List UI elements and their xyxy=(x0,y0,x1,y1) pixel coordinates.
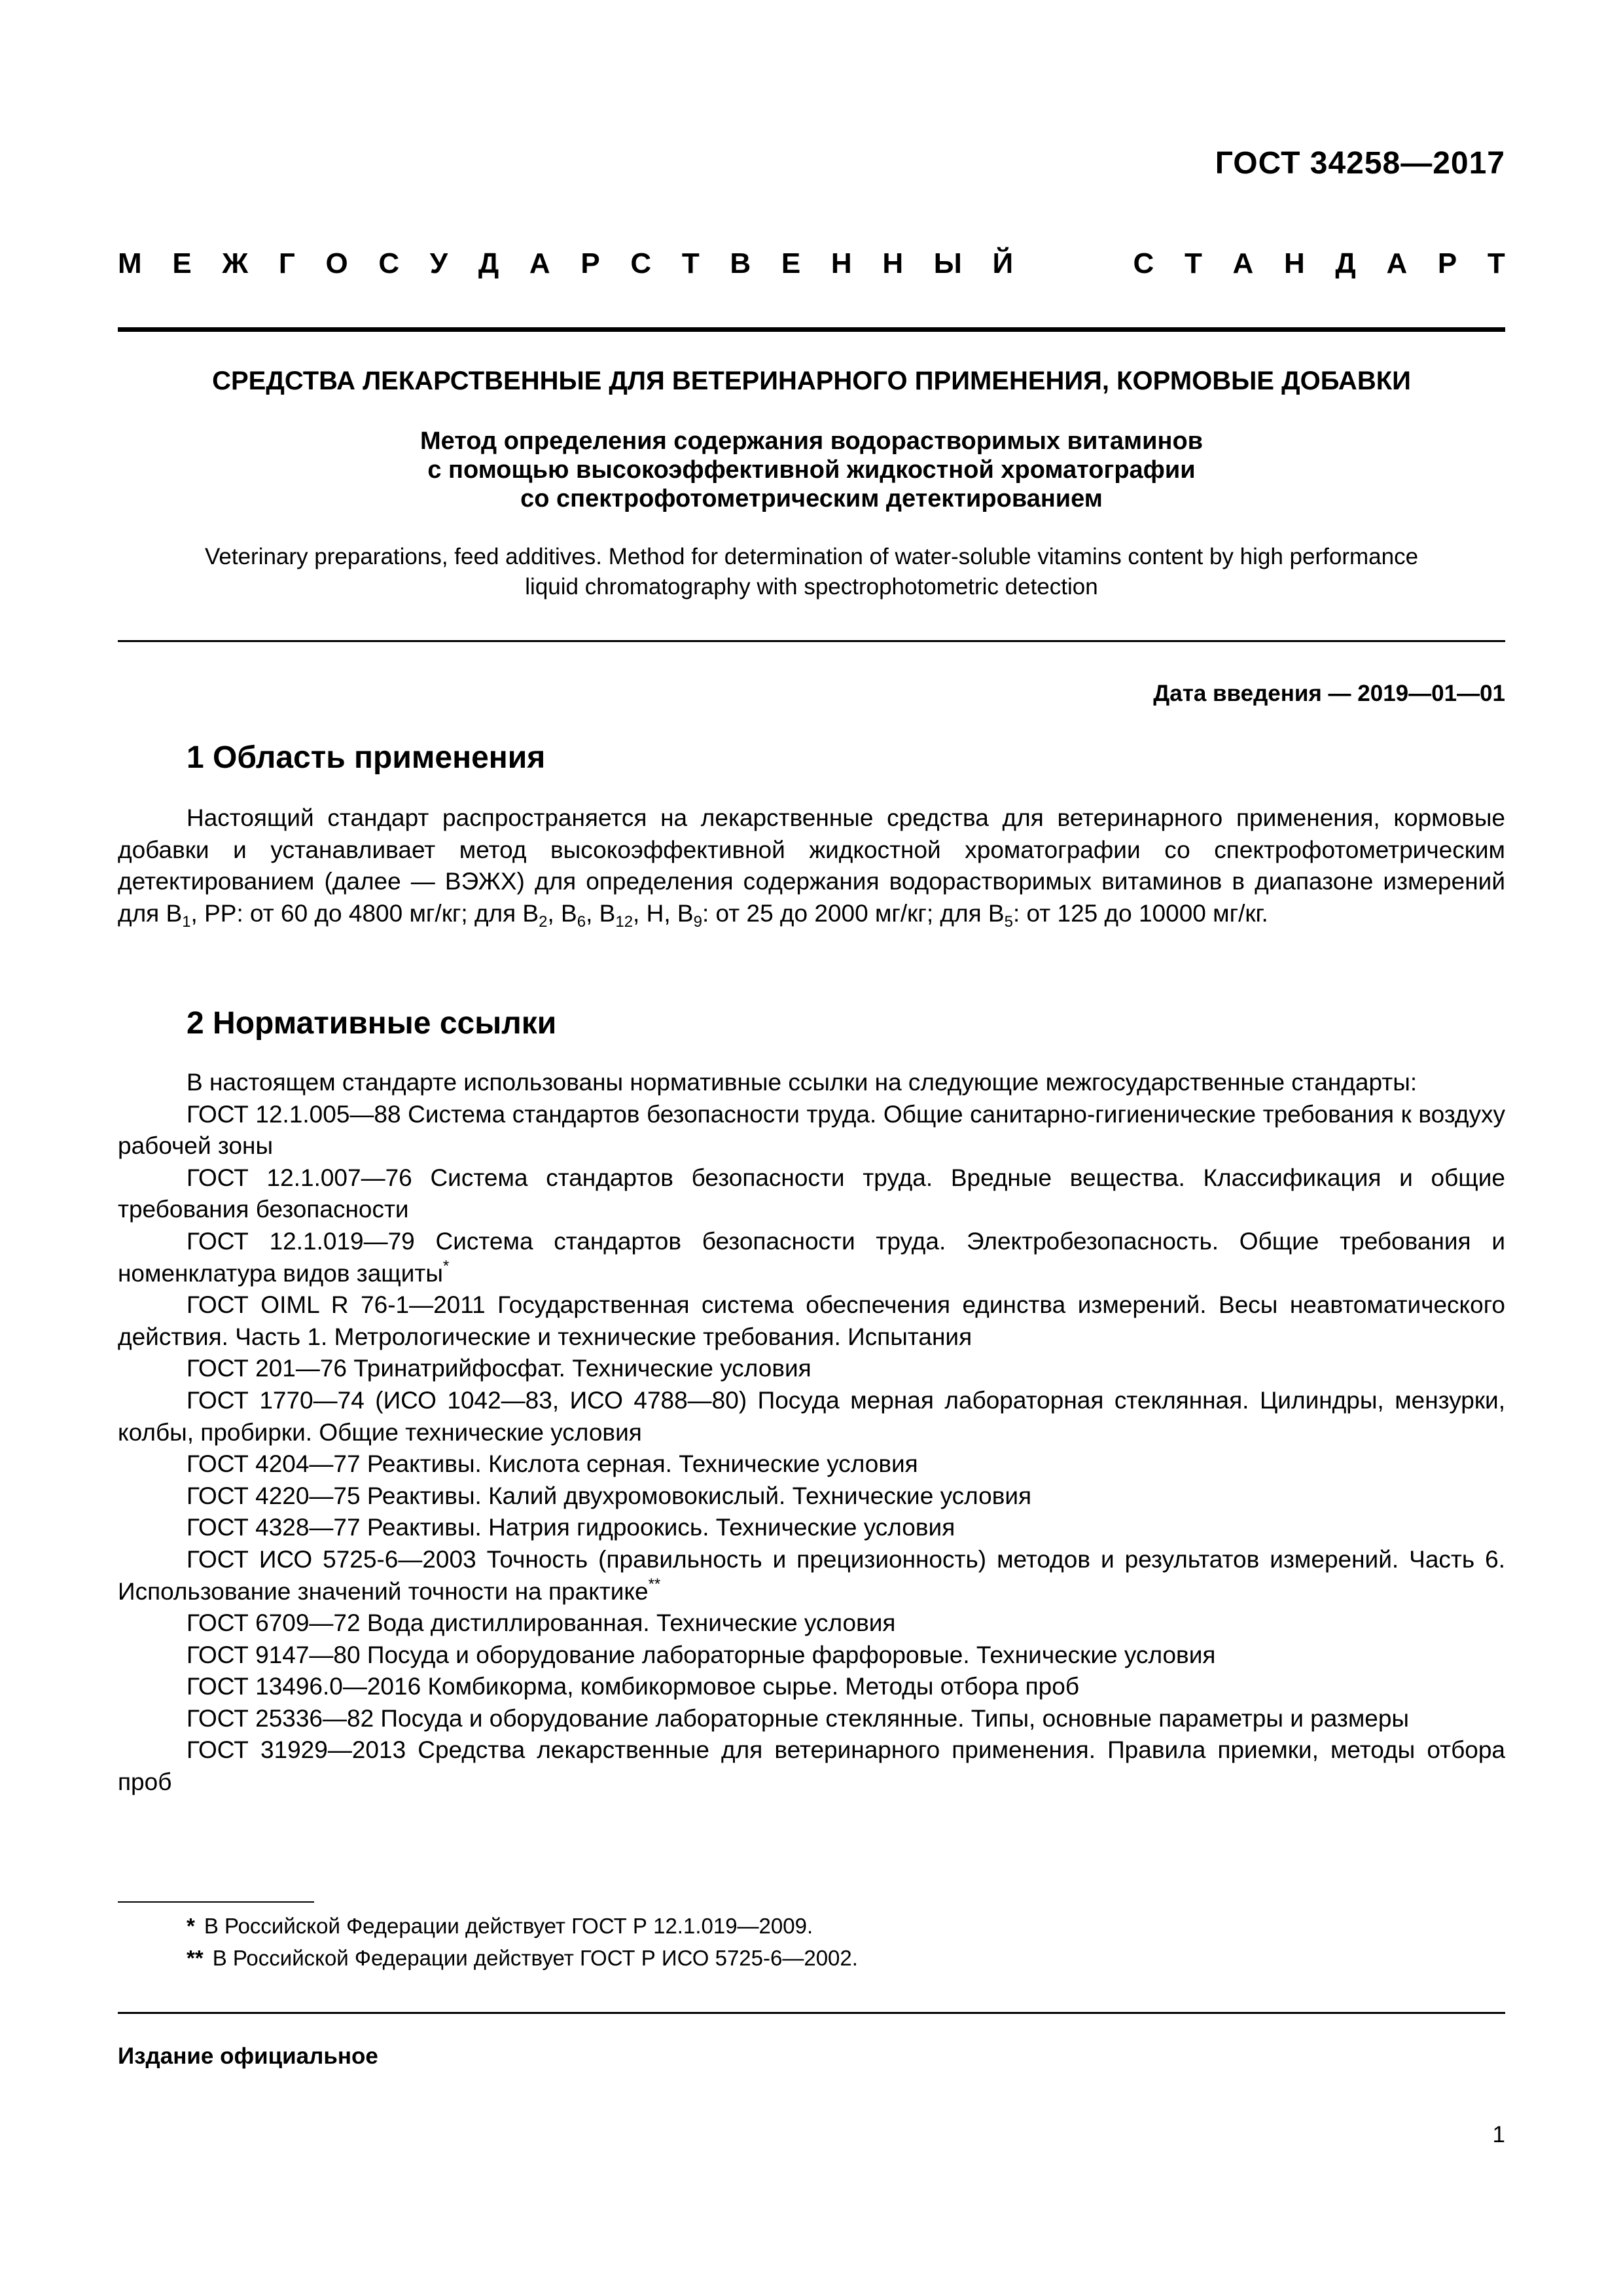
standard-type-letter: С xyxy=(630,247,652,279)
references-intro: В настоящем стандарте использованы нормативные ссылки на следующие межгосударственные стандарты: xyxy=(187,1069,1418,1096)
title-divider xyxy=(118,640,1505,642)
footnote-text: В Российской Федерации действует ГОСТ Р ИСО 5725-6—2002. xyxy=(212,1946,858,1970)
document-number: ГОСТ 34258—2017 xyxy=(1215,146,1505,181)
english-title-line: Veterinary preparations, feed additives. Method for determination of water-soluble vitamins content by high performance xyxy=(204,544,1419,569)
scope-text: , B xyxy=(586,899,616,927)
subscript: 6 xyxy=(577,912,586,931)
standard-type-letter: Д xyxy=(478,247,499,279)
page-number: 1 xyxy=(1492,2122,1505,2147)
subtitle-line: с помощью высокоэффективной жидкостной хроматографии xyxy=(427,456,1196,484)
footnote xyxy=(187,1910,1505,1942)
header-divider xyxy=(118,327,1505,332)
reference-item: ГОСТ 13496.0—2016 Комбикорма, комбикормовое сырье. Методы отбора проб xyxy=(187,1673,1080,1700)
standard-type-letter: А xyxy=(529,247,550,279)
standard-type-letter: Р xyxy=(1437,247,1457,279)
reference-item: ГОСТ 31929—2013 Средства лекарственные для ветеринарного применения. Правила приемки, методы отбора проб xyxy=(118,1736,1505,1796)
footnote-mark: * xyxy=(187,1914,195,1938)
section-1-heading: 1 Область применения xyxy=(187,740,546,775)
scope-text: , B xyxy=(547,899,577,927)
reference-item: ГОСТ 9147—80 Посуда и оборудование лабораторные фарфоровые. Технические условия xyxy=(187,1641,1216,1668)
standard-type-letter: Ы xyxy=(933,247,962,279)
scope-text: : от 25 до 2000 мг/кг; для B xyxy=(702,899,1005,927)
document-subtitle xyxy=(118,427,1505,513)
reference-item: ГОСТ 25336—82 Посуда и оборудование лабораторные стеклянные. Типы, основные параметры и размеры xyxy=(187,1704,1410,1732)
english-title xyxy=(118,542,1505,602)
subtitle-line: Метод определения содержания водорастворимых витаминов xyxy=(419,427,1204,455)
standard-type-letter: Ж xyxy=(222,247,249,279)
standard-type-letter: С xyxy=(378,247,400,279)
standard-type-letter: Т xyxy=(681,247,700,279)
subscript: 12 xyxy=(615,912,633,931)
standard-type-letter: М xyxy=(118,247,142,279)
standard-type-letter: Р xyxy=(580,247,600,279)
reference-item: ГОСТ 4328—77 Реактивы. Натрия гидроокись. Технические условия xyxy=(187,1514,955,1541)
reference-text: ГОСТ ИСО 5725-6—2003 Точность (правильность и прецизионность) методов и результатов измерений. Часть 6. Использование значений точности на практике xyxy=(118,1545,1505,1605)
footnote-mark: ** xyxy=(187,1946,204,1970)
reference-item xyxy=(118,1544,1505,1607)
standard-type-letter: Т xyxy=(1487,247,1505,279)
footnote-marker: * xyxy=(442,1257,450,1275)
subscript: 1 xyxy=(182,912,191,931)
footnotes xyxy=(187,1910,1505,1974)
standard-type-letter: А xyxy=(1386,247,1408,279)
subscript: 5 xyxy=(1004,912,1013,931)
scope-text: : от 125 до 10000 мг/кг. xyxy=(1012,899,1268,927)
reference-text: ГОСТ 12.1.019—79 Система стандартов безопасности труда. Электробезопасность. Общие требования и номенклатура видов защиты xyxy=(118,1227,1505,1287)
section-2-body xyxy=(118,1067,1505,1799)
footer-divider xyxy=(118,2012,1505,2014)
section-2-heading: 2 Нормативные ссылки xyxy=(187,1006,557,1041)
standard-type-letter: Т xyxy=(1184,247,1202,279)
scope-text: , H, B xyxy=(633,899,694,927)
subtitle-line: со спектрофотометрическим детектированием xyxy=(520,485,1103,512)
footnote-marker: ** xyxy=(648,1575,661,1593)
standard-type-letter: У xyxy=(429,247,448,279)
reference-item: ГОСТ 201—76 Тринатрийфосфат. Технические условия xyxy=(187,1355,812,1382)
scope-text: , PP: от 60 до 4800 мг/кг; для B xyxy=(190,899,539,927)
reference-item: ГОСТ 1770—74 (ИСО 1042—83, ИСО 4788—80) Посуда мерная лабораторная стеклянная. Цилиндры, мензурки, колбы, пробирки. Общие технические условия xyxy=(118,1386,1505,1446)
english-title-line: liquid chromatography with spectrophotometric detection xyxy=(525,574,1098,600)
reference-item: ГОСТ OIML R 76-1—2011 Государственная система обеспечения единства измерений. Весы неавтоматического действия. Часть 1. Метрологические и технические требования. Испытания xyxy=(118,1291,1505,1350)
standard-type-letter: О xyxy=(325,247,348,279)
footnote-divider xyxy=(118,1901,314,1903)
standard-type-letter: Д xyxy=(1335,247,1356,279)
standard-type-heading xyxy=(118,247,1505,280)
reference-item: ГОСТ 12.1.007—76 Система стандартов безопасности труда. Вредные вещества. Классификация и общие требования безопасности xyxy=(118,1164,1505,1223)
subscript: 9 xyxy=(693,912,702,931)
standard-type-letter: В xyxy=(730,247,751,279)
standard-type-letter: Н xyxy=(882,247,904,279)
word-gap xyxy=(1044,247,1103,280)
reference-item: ГОСТ 4220—75 Реактивы. Калий двухромовокислый. Технические условия xyxy=(187,1482,1032,1509)
standard-type-letter: Е xyxy=(172,247,192,279)
standard-type-letter: Г xyxy=(278,247,295,279)
scope-paragraph xyxy=(118,802,1505,929)
document-title: СРЕДСТВА ЛЕКАРСТВЕННЫЕ ДЛЯ ВЕТЕРИНАРНОГО ПРИМЕНЕНИЯ, КОРМОВЫЕ ДОБАВКИ xyxy=(212,367,1411,395)
introduction-date: Дата введения — 2019—01—01 xyxy=(1153,681,1505,706)
standard-type-letter: А xyxy=(1232,247,1254,279)
section-1-body xyxy=(118,802,1505,929)
standard-type-letter: Н xyxy=(1283,247,1305,279)
reference-item: ГОСТ 4204—77 Реактивы. Кислота серная. Технические условия xyxy=(187,1450,918,1478)
standard-type-letter: Н xyxy=(830,247,852,279)
standard-type-letter: Е xyxy=(781,247,801,279)
standard-type-letter: С xyxy=(1133,247,1154,279)
edition-label: Издание официальное xyxy=(118,2043,378,2069)
reference-item xyxy=(118,1226,1505,1289)
reference-item: ГОСТ 12.1.005—88 Система стандартов безопасности труда. Общие санитарно-гигиенические требования к воздуху рабочей зоны xyxy=(118,1100,1505,1160)
footnote-text: В Российской Федерации действует ГОСТ Р 12.1.019—2009. xyxy=(204,1914,813,1938)
scope-text: Настоящий стандарт распространяется на лекарственные средства для ветеринарного применения, кормовые добавки и устанавливает метод высокоэффективной жидкостной хроматографии со спектрофотометрическим детектированием (далее — ВЭЖХ) для определения содержания водорастворимых витаминов в диапазоне измерений для B xyxy=(118,804,1505,927)
footnote xyxy=(187,1942,1505,1974)
subscript: 2 xyxy=(539,912,548,931)
reference-item: ГОСТ 6709—72 Вода дистиллированная. Технические условия xyxy=(187,1609,896,1637)
standard-type-letter: Й xyxy=(992,247,1014,279)
